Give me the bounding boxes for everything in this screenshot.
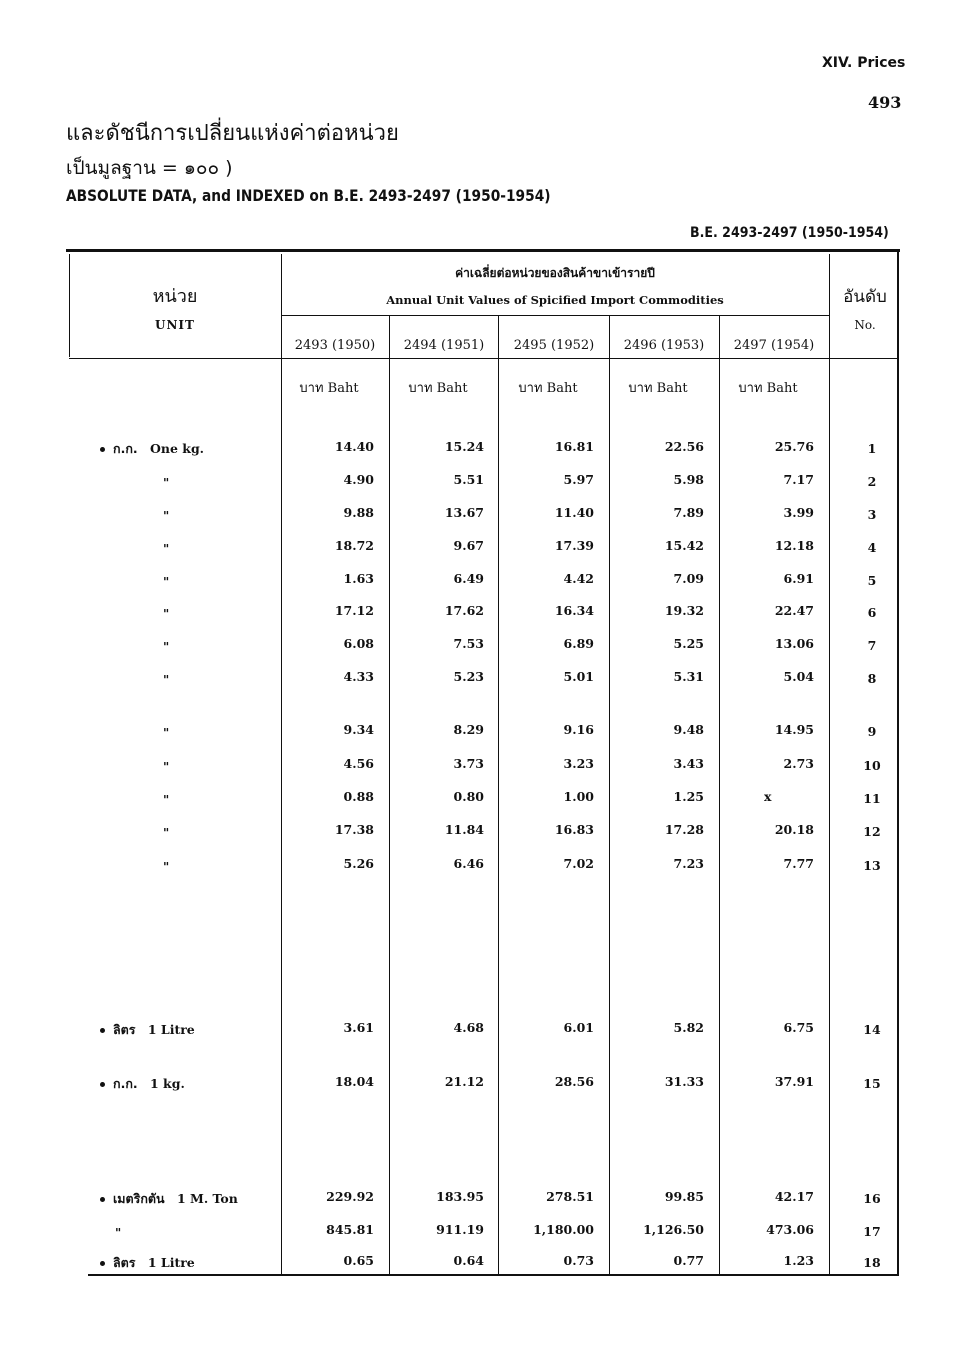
value-cell: 13.06 (774, 636, 814, 651)
value-cell: 13.67 (444, 505, 484, 520)
currency-thai: บาท (299, 381, 324, 396)
title-thai-line1: และดัชนีการเปลี่ยนแห่งค่าต่อหน่วย (66, 121, 399, 146)
value-cell: 21.12 (444, 1074, 484, 1089)
value-cell: x (764, 789, 772, 804)
value-cell: 5.98 (673, 472, 704, 487)
value-cell: 17.28 (664, 822, 704, 837)
value-cell: 6.89 (563, 636, 594, 651)
value-cell: 6.91 (783, 571, 814, 586)
main-header-en: Annual Unit Values of Spicified Import Commodities (386, 293, 724, 307)
value-cell: 473.06 (766, 1222, 814, 1237)
table-bottom-rule (88, 1274, 898, 1276)
ditto-mark: " (163, 509, 170, 523)
value-cell: 0.77 (673, 1253, 704, 1268)
row-number: 12 (863, 824, 881, 839)
header-subrule (282, 315, 830, 316)
currency-thai: บาท (738, 381, 763, 396)
value-cell: 845.81 (326, 1222, 374, 1237)
row-unit (100, 1074, 185, 1094)
value-cell: 12.18 (774, 538, 814, 553)
value-cell: 1.25 (673, 789, 704, 804)
value-cell: 7.23 (673, 856, 704, 871)
row-unit (100, 1020, 195, 1040)
currency-en: Baht (546, 381, 578, 396)
value-cell: 7.02 (563, 856, 594, 871)
value-cell: 4.90 (343, 472, 374, 487)
value-cell: 2.73 (783, 756, 814, 771)
year-header: 2494 (1951) (403, 338, 485, 353)
unit-thai: เมตริกตัน (113, 1191, 165, 1206)
value-cell: 6.08 (343, 636, 374, 651)
value-cell: 31.33 (664, 1074, 704, 1089)
row-number: 10 (863, 758, 881, 773)
value-cell: 16.83 (554, 822, 594, 837)
page-number: 493 (868, 93, 902, 112)
value-cell: 6.49 (453, 571, 484, 586)
row-number: 5 (867, 573, 877, 588)
value-cell: 7.53 (453, 636, 484, 651)
row-number: 3 (867, 507, 877, 522)
row-unit (100, 1189, 238, 1209)
unit-thai: ลิตร (113, 1255, 136, 1270)
value-cell: 911.19 (436, 1222, 484, 1237)
value-cell: 28.56 (554, 1074, 594, 1089)
currency-label (604, 377, 712, 398)
unit-en: 1 Litre (147, 1255, 195, 1270)
value-cell: 1,126.50 (643, 1222, 704, 1237)
value-cell: 7.89 (673, 505, 704, 520)
value-cell: 17.62 (444, 603, 484, 618)
ditto-mark: " (163, 673, 170, 687)
value-cell: 25.76 (774, 439, 814, 454)
value-cell: 6.75 (783, 1020, 814, 1035)
period-label: B.E. 2493-2497 (1950-1954) (690, 225, 889, 241)
value-cell: 17.38 (334, 822, 374, 837)
year-header: 2495 (1952) (513, 338, 595, 353)
ditto-mark: " (163, 640, 170, 654)
unit-en: 1 Litre (147, 1022, 195, 1037)
value-cell: 9.48 (673, 722, 704, 737)
value-cell: 18.04 (334, 1074, 374, 1089)
currency-thai: บาท (628, 381, 653, 396)
currency-en: Baht (656, 381, 688, 396)
ditto-mark: " (163, 575, 170, 589)
year-header: 2496 (1953) (623, 338, 705, 353)
value-cell: 4.42 (563, 571, 594, 586)
value-cell: 1.63 (343, 571, 374, 586)
title-thai-line2: เป็นมูลฐาน = ๑๐๐ ) (66, 157, 233, 179)
main-header-thai: ค่าเฉลี่ยต่อหน่วยของสินค้าขาเข้ารายปี (455, 266, 655, 280)
value-cell: 19.32 (664, 603, 704, 618)
value-cell: 16.81 (554, 439, 594, 454)
value-cell: 278.51 (546, 1189, 594, 1204)
row-number: 14 (863, 1022, 881, 1037)
value-cell: 0.73 (563, 1253, 594, 1268)
currency-thai: บาท (408, 381, 433, 396)
value-cell: 3.23 (563, 756, 594, 771)
value-cell: 4.68 (453, 1020, 484, 1035)
value-cell: 5.23 (453, 669, 484, 684)
ditto-mark: " (163, 760, 170, 774)
currency-thai: บาท (518, 381, 543, 396)
bullet-icon (100, 1261, 105, 1266)
row-number: 7 (867, 638, 877, 653)
row-number: 8 (867, 671, 877, 686)
row-number: 17 (863, 1224, 881, 1239)
row-number: 2 (867, 474, 877, 489)
unit-en: 1 M. Ton (176, 1191, 238, 1206)
value-cell: 0.80 (453, 789, 484, 804)
table-top-rule (66, 249, 900, 252)
unit-thai: ลิตร (113, 1022, 136, 1037)
value-cell: 7.17 (783, 472, 814, 487)
value-cell: 4.33 (343, 669, 374, 684)
value-cell: 1.00 (563, 789, 594, 804)
row-unit (100, 1253, 195, 1273)
value-cell: 11.84 (444, 822, 484, 837)
row-number: 6 (867, 605, 877, 620)
row-number: 16 (863, 1191, 881, 1206)
bullet-icon (100, 1028, 105, 1033)
value-cell: 5.97 (563, 472, 594, 487)
value-cell: 229.92 (326, 1189, 374, 1204)
value-cell: 37.91 (774, 1074, 814, 1089)
unit-en: 1 kg. (150, 1076, 185, 1091)
currency-en: Baht (766, 381, 798, 396)
value-cell: 5.82 (673, 1020, 704, 1035)
unit-thai: ก.ก. (113, 441, 138, 456)
value-cell: 99.85 (664, 1189, 704, 1204)
value-cell: 0.88 (343, 789, 374, 804)
value-cell: 20.18 (774, 822, 814, 837)
value-cell: 6.01 (563, 1020, 594, 1035)
bullet-icon (100, 447, 105, 452)
value-cell: 8.29 (453, 722, 484, 737)
row-number: 11 (863, 791, 881, 806)
currency-en: Baht (436, 381, 468, 396)
ditto-mark: " (163, 793, 170, 807)
ditto-mark: " (115, 1226, 122, 1240)
unit-header-en: UNIT (155, 318, 195, 332)
ditto-mark: " (163, 826, 170, 840)
value-cell: 3.99 (783, 505, 814, 520)
value-cell: 0.65 (343, 1253, 374, 1268)
value-cell: 42.17 (774, 1189, 814, 1204)
value-cell: 14.40 (334, 439, 374, 454)
row-number: 1 (867, 441, 877, 456)
row-number: 9 (867, 724, 877, 739)
value-cell: 22.47 (774, 603, 814, 618)
value-cell: 3.61 (343, 1020, 374, 1035)
currency-label (384, 377, 492, 398)
no-header-thai: อันดับ (843, 287, 887, 307)
value-cell: 1.23 (783, 1253, 814, 1268)
value-cell: 7.77 (783, 856, 814, 871)
value-cell: 4.56 (343, 756, 374, 771)
value-cell: 9.34 (343, 722, 374, 737)
value-cell: 3.43 (673, 756, 704, 771)
value-cell: 9.88 (343, 505, 374, 520)
unit-en: One kg. (150, 441, 205, 456)
value-cell: 14.95 (774, 722, 814, 737)
no-header-en: No. (854, 318, 876, 332)
value-cell: 7.09 (673, 571, 704, 586)
value-cell: 17.39 (554, 538, 594, 553)
value-cell: 3.73 (453, 756, 484, 771)
value-cell: 1,180.00 (533, 1222, 594, 1237)
currency-label (714, 377, 822, 398)
currency-label (275, 377, 383, 398)
value-cell: 5.31 (673, 669, 704, 684)
row-number: 13 (863, 858, 881, 873)
value-cell: 183.95 (436, 1189, 484, 1204)
section-label: XIV. Prices (822, 55, 906, 71)
value-cell: 5.25 (673, 636, 704, 651)
row-number: 18 (863, 1255, 881, 1270)
value-cell: 16.34 (554, 603, 594, 618)
value-cell: 5.01 (563, 669, 594, 684)
ditto-mark: " (163, 726, 170, 740)
bullet-icon (100, 1082, 105, 1087)
value-cell: 5.51 (453, 472, 484, 487)
col-divider (719, 316, 720, 1274)
unit-header-thai: หน่วย (152, 286, 198, 307)
value-cell: 11.40 (554, 505, 594, 520)
currency-label (494, 377, 602, 398)
ditto-mark: " (163, 542, 170, 556)
row-number: 15 (863, 1076, 881, 1091)
col-divider (829, 254, 830, 1274)
value-cell: 15.24 (444, 439, 484, 454)
value-cell: 15.42 (664, 538, 704, 553)
row-unit (100, 439, 204, 459)
year-header: 2497 (1954) (733, 338, 815, 353)
ditto-mark: " (163, 860, 170, 874)
currency-en: Baht (327, 381, 359, 396)
value-cell: 22.56 (664, 439, 704, 454)
value-cell: 6.46 (453, 856, 484, 871)
value-cell: 9.67 (453, 538, 484, 553)
year-header: 2493 (1950) (294, 338, 376, 353)
ditto-mark: " (163, 476, 170, 490)
value-cell: 17.12 (334, 603, 374, 618)
value-cell: 9.16 (563, 722, 594, 737)
row-number: 4 (867, 540, 877, 555)
title-english: ABSOLUTE DATA, and INDEXED on B.E. 2493-2497 (1950-1954) (66, 186, 551, 205)
value-cell: 5.26 (343, 856, 374, 871)
header-bottom-rule (69, 358, 899, 359)
value-cell: 5.04 (783, 669, 814, 684)
value-cell: 0.64 (453, 1253, 484, 1268)
bullet-icon (100, 1197, 105, 1202)
ditto-mark: " (163, 607, 170, 621)
value-cell: 18.72 (334, 538, 374, 553)
unit-thai: ก.ก. (113, 1076, 138, 1091)
